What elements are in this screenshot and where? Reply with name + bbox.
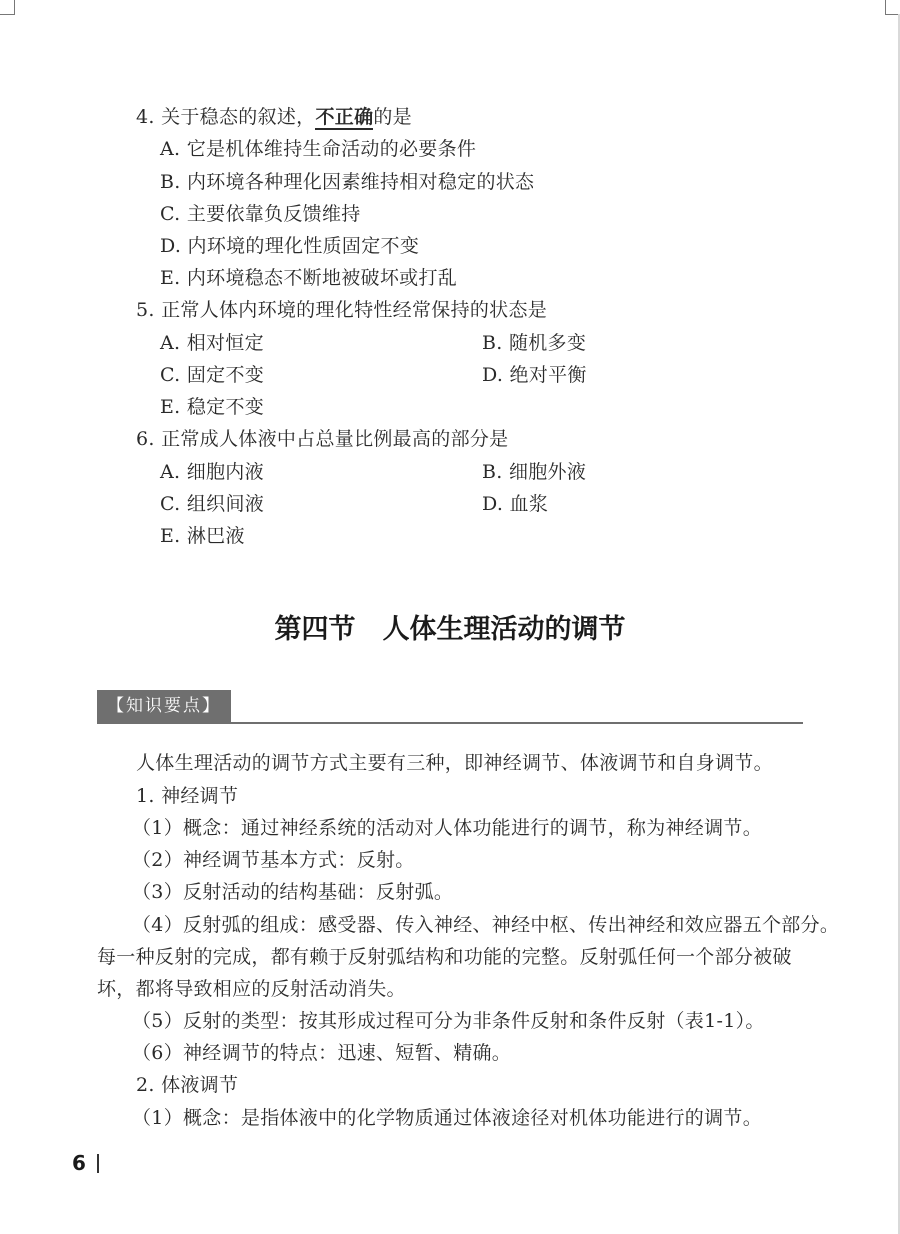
body-item-2: （2）神经调节基本方式：反射。: [132, 849, 415, 871]
question-4-option-d: D. 内环境的理化性质固定不变: [160, 235, 420, 257]
question-6-option-a: A. 细胞内液: [160, 461, 264, 483]
body-intro: 人体生理活动的调节方式主要有三种，即神经调节、体液调节和自身调节。: [136, 752, 773, 774]
question-4-option-e: E. 内环境稳态不断地被破坏或打乱: [160, 267, 458, 289]
question-4-option-c: C. 主要依靠负反馈维持: [160, 203, 361, 225]
question-6-stem: 6. 正常成人体液中占总量比例最高的部分是: [136, 428, 509, 450]
question-5-option-b: B. 随机多变: [482, 332, 587, 354]
heading-humoral-regulation: 2. 体液调节: [136, 1074, 239, 1096]
emphasis-not-correct: 不正确: [315, 106, 374, 128]
body-item-4: （4）反射弧的组成：感受器、传入神经、神经中枢、传出神经和效应器五个部分。: [132, 914, 840, 936]
question-6-option-d: D. 血浆: [482, 493, 549, 515]
question-6-option-e: E. 淋巴液: [160, 525, 245, 547]
question-6-option-c: C. 组织间液: [160, 493, 265, 515]
body-humoral-item-1: （1）概念：是指体液中的化学物质通过体液途径对机体功能进行的调节。: [132, 1107, 762, 1129]
heading-neural-regulation: 1. 神经调节: [136, 785, 239, 807]
body-item-1: （1）概念：通过神经系统的活动对人体功能进行的调节，称为神经调节。: [132, 817, 762, 839]
question-6-option-b: B. 细胞外液: [482, 461, 587, 483]
knowledge-points-rule: [97, 722, 803, 724]
page-number: 6: [72, 1151, 86, 1175]
stem-text: 4. 关于稳态的叙述，: [136, 106, 316, 128]
body-item-4-cont-2: 坏，都将导致相应的反射活动消失。: [97, 978, 406, 1000]
body-item-4-cont-1: 每一种反射的完成，都有赖于反射弧结构和功能的完整。反射弧任何一个部分被破: [97, 946, 792, 968]
knowledge-points-tab: 【知识要点】: [97, 690, 231, 722]
question-5-option-a: A. 相对恒定: [160, 332, 264, 354]
body-item-5: （5）反射的类型：按其形成过程可分为非条件反射和条件反射（表1-1）。: [132, 1010, 765, 1032]
question-5-stem: 5. 正常人体内环境的理化特性经常保持的状态是: [136, 299, 548, 321]
question-5-option-e: E. 稳定不变: [160, 396, 265, 418]
body-item-6: （6）神经调节的特点：迅速、短暂、精确。: [132, 1042, 512, 1064]
page-number-bar: [97, 1154, 99, 1173]
stem-text-end: 的是: [373, 106, 412, 128]
question-5-option-d: D. 绝对平衡: [482, 364, 587, 386]
question-4-stem: [136, 105, 412, 129]
question-4-option-b: B. 内环境各种理化因素维持相对稳定的状态: [160, 171, 535, 193]
question-4-option-a: A. 它是机体维持生命活动的必要条件: [160, 138, 477, 160]
section-title: 第四节 人体生理活动的调节: [274, 614, 626, 645]
question-5-option-c: C. 固定不变: [160, 364, 265, 386]
body-item-3: （3）反射活动的结构基础：反射弧。: [132, 881, 454, 903]
crop-mark-top-left: [0, 0, 15, 15]
crop-mark-top-right: [885, 0, 900, 15]
